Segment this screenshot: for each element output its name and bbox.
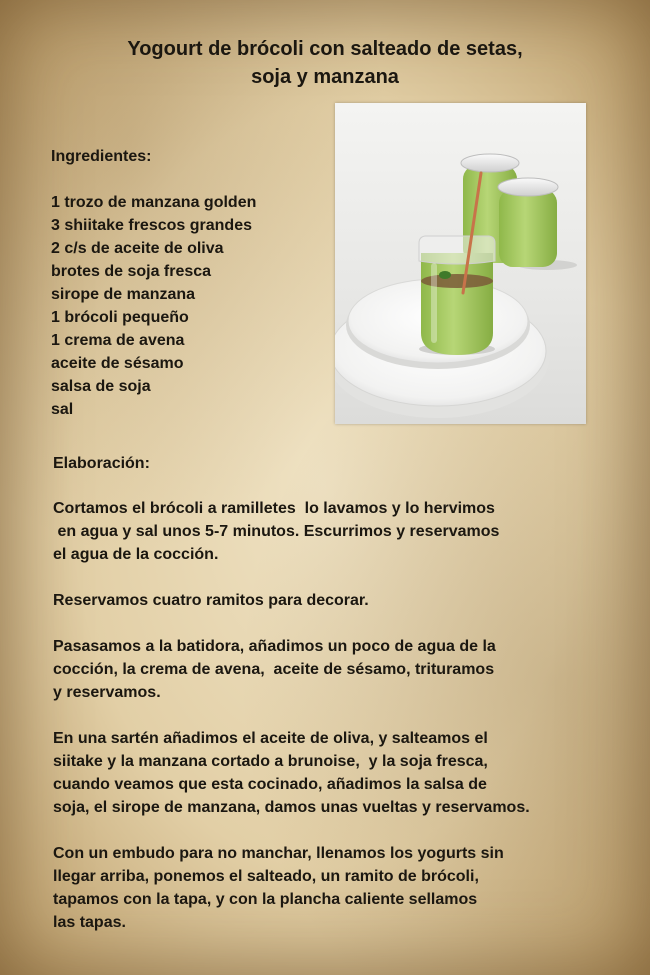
ingredient-item: 1 brócoli pequeño — [51, 309, 189, 326]
step-line: cuando veamos que esta cocinado, añadimos la salsa de — [53, 776, 487, 793]
ingredient-item: salsa de soja — [51, 378, 151, 395]
step-line: llegar arriba, ponemos el salteado, un ramito de brócoli, — [53, 868, 479, 885]
ingredient-item: 2 c/s de aceite de oliva — [51, 240, 224, 257]
yogurt-photo — [335, 103, 586, 424]
step-paragraph — [53, 589, 643, 612]
step-paragraph — [53, 842, 643, 934]
step-line: En una sartén añadimos el aceite de oliva, y salteamos el — [53, 730, 488, 747]
step-line: soja, el sirope de manzana, damos unas vueltas y reservamos. — [53, 799, 530, 816]
ingredients-list — [51, 191, 256, 421]
ingredient-item: aceite de sésamo — [51, 355, 184, 372]
elaboration-heading: Elaboración: — [53, 455, 150, 472]
step-line: Cortamos el brócoli a ramilletes lo lavamos y lo hervimos — [53, 500, 495, 517]
ingredient-item: 3 shiitake frescos grandes — [51, 217, 252, 234]
step-paragraph — [53, 497, 643, 566]
ingredient-item: sirope de manzana — [51, 286, 196, 303]
title-line-1: Yogourt de brócoli con salteado de setas, — [127, 38, 523, 60]
step-line: cocción, la crema de avena, aceite de sésamo, trituramos — [53, 661, 495, 678]
yogurt-jars-image — [335, 103, 586, 424]
step-line: el agua de la cocción. — [53, 546, 219, 563]
ingredient-item: brotes de soja fresca — [51, 263, 212, 280]
step-line: tapamos con la tapa, y con la plancha caliente sellamos — [53, 891, 478, 908]
step-line: Reservamos cuatro ramitos para decorar. — [53, 592, 369, 609]
ingredient-item: 1 crema de avena — [51, 332, 185, 349]
step-line: Pasasamos a la batidora, añadimos un poco de agua de la — [53, 638, 496, 655]
step-paragraph — [53, 727, 643, 819]
ingredients-heading: Ingredientes: — [51, 148, 152, 165]
ingredient-item: 1 trozo de manzana golden — [51, 194, 257, 211]
ingredient-item: sal — [51, 401, 74, 418]
step-line: las tapas. — [53, 914, 126, 931]
step-line: y reservamos. — [53, 684, 161, 701]
elaboration-steps — [53, 497, 643, 957]
step-paragraph — [53, 635, 643, 704]
step-line: siitake y la manzana cortado a brunoise, y la soja fresca, — [53, 753, 488, 770]
step-line: en agua y sal unos 5-7 minutos. Escurrimos y reservamos — [53, 523, 500, 540]
title-line-2: soja y manzana — [251, 66, 399, 88]
step-line: Con un embudo para no manchar, llenamos los yogurts sin — [53, 845, 504, 862]
recipe-title — [0, 35, 650, 91]
